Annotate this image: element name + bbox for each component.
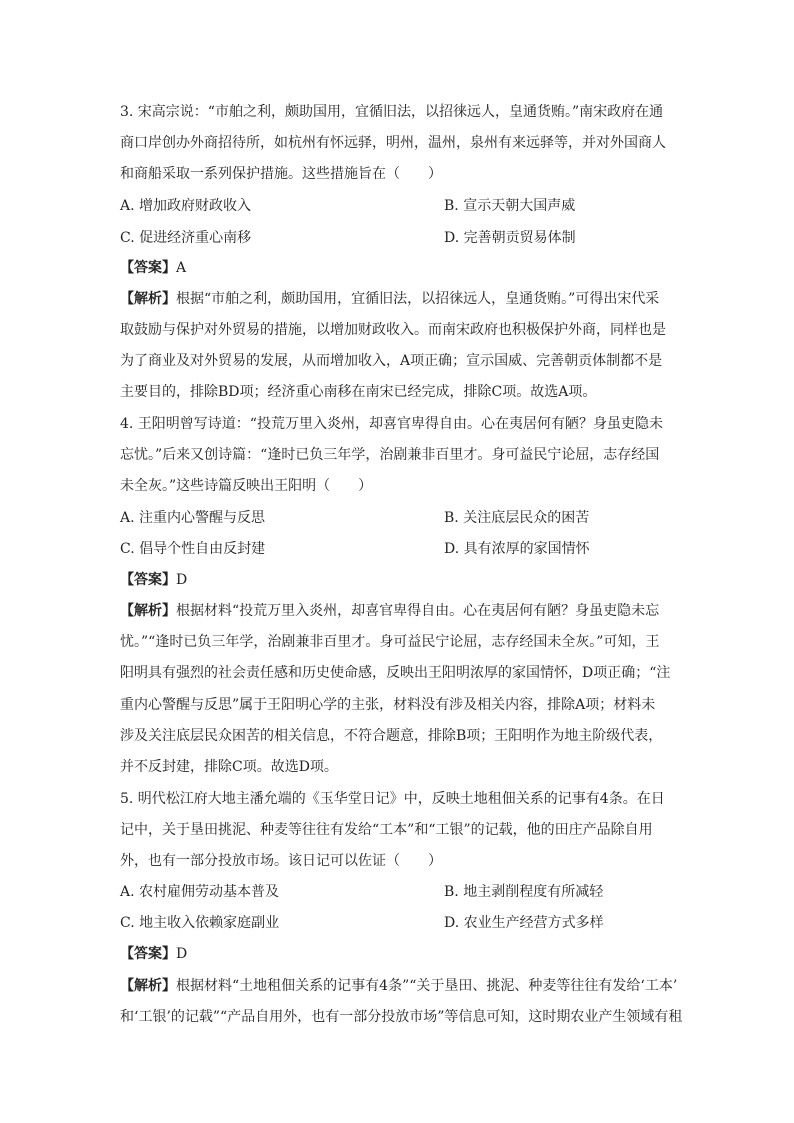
q5-option-c: C. 地主收入依赖家庭副业 xyxy=(120,915,280,931)
q3-option-d: D. 完善朝贡贸易体制 xyxy=(444,230,576,246)
q5-analysis-line: 和‘工银’的记载”“产品自用外，也有一部分投放市场”等信息可知，这时期农业产生领域有租 xyxy=(120,1009,683,1025)
q4-option-d: D. 具有浓厚的家国情怀 xyxy=(444,541,590,557)
answer-value: A xyxy=(176,260,187,276)
analysis-label: 【解析】 xyxy=(120,291,176,307)
q4-analysis-line: 阳明具有强烈的社会责任感和历史使命感，反映出王阳明浓厚的家国情怀，D项正确；“注 xyxy=(120,665,671,681)
q3-stem-line: 3. 宋高宗说：“市舶之利，颇助国用，宜循旧法，以招徕远人，皇通货贿。”南宋政府在通 xyxy=(120,104,664,120)
q5-stem-line: 记中，关于垦田挑泥、种麦等往往有发给“工本”和“工银”的记载，他的田庄产品除自用 xyxy=(120,822,653,838)
answer-value: D xyxy=(176,572,188,588)
q4-analysis-line xyxy=(120,603,680,619)
q3-option-b: B. 宣示天朝大国声威 xyxy=(444,198,576,214)
q5-answer xyxy=(120,946,680,962)
q4-answer xyxy=(120,572,680,588)
q5-stem-line: 5. 明代松江府大地主潘允端的《玉华堂日记》中，反映土地租佃关系的记事有4条。在日 xyxy=(120,791,665,807)
q3-answer xyxy=(120,260,680,276)
q3-stem-line: 和商船采取一系列保护措施。这些措施旨在（ ） xyxy=(120,166,442,182)
q4-analysis-line: 并不反封建，排除C项。故选D项。 xyxy=(120,759,338,775)
q4-option-a: A. 注重内心警醒与反思 xyxy=(120,510,266,526)
q4-stem-line: 未全灰。”这些诗篇反映出王阳明（ ） xyxy=(120,478,373,494)
analysis-text: 根据“市舶之利，颇助国用，宜循旧法，以招徕远人，皇通货贿。”可得出宋代采 xyxy=(176,291,660,307)
q4-analysis-line: 重内心警醒与反思”属于王阳明心学的主张，材料没有涉及相关内容，排除A项；材料未 xyxy=(120,697,656,713)
q3-stem-line: 商口岸创办外商招待所，如杭州有怀远驿，明州，温州，泉州有来远驿等，并对外国商人 xyxy=(120,135,666,151)
analysis-text: 根据材料“土地租佃关系的记事有4条”“关于垦田、挑泥、种麦等往往有发给‘工本’ xyxy=(176,978,678,994)
q5-option-a: A. 农村雇佣劳动基本普及 xyxy=(120,884,280,900)
q3-analysis-line: 主要目的，排除BD项；经济重心南移在南宋已经完成，排除C项。故选A项。 xyxy=(120,384,597,400)
q5-stem-line: 外，也有一部分投放市场。该日记可以佐证（ ） xyxy=(120,853,442,869)
q3-analysis-line: 取鼓励与保护对外贸易的措施，以增加财政收入。而南宋政府也积极保护外商，同样也是 xyxy=(120,322,666,338)
answer-label: 【答案】 xyxy=(120,946,176,962)
analysis-label: 【解析】 xyxy=(120,978,176,994)
q3-option-a: A. 增加政府财政收入 xyxy=(120,198,252,214)
answer-label: 【答案】 xyxy=(120,572,176,588)
q3-analysis-line xyxy=(120,291,680,307)
q4-option-b: B. 关注底层民众的困苦 xyxy=(444,510,590,526)
q5-option-d: D. 农业生产经营方式多样 xyxy=(444,915,604,931)
answer-value: D xyxy=(176,946,188,962)
q3-analysis-line: 为了商业及对外贸易的发展，从而增加收入，A项正确；宣示国威、完善朝贡体制都不是 xyxy=(120,353,663,369)
analysis-label: 【解析】 xyxy=(120,603,176,619)
q4-option-c: C. 倡导个性自由反封建 xyxy=(120,541,266,557)
analysis-text: 根据材料“投荒万里入炎州，却喜官卑得自由。心在夷居何有陋？身虽吏隐未忘 xyxy=(176,603,660,619)
q4-stem-line: 忘忧。”后来又创诗篇：“逢时已负三年学，治剧兼非百里才。身可益民宁论屈，志存经国 xyxy=(120,447,660,463)
q3-option-c: C. 促进经济重心南移 xyxy=(120,230,252,246)
q5-analysis-line xyxy=(120,978,680,994)
q4-analysis-line: 忧。”“逢时已负三年学，治剧兼非百里才。身可益民宁论屈，志存经国未全灰。”可知，王 xyxy=(120,634,660,650)
q4-analysis-line: 涉及关注底层民众困苦的相关信息，不符合题意，排除B项；王阳明作为地主阶级代表， xyxy=(120,728,663,744)
answer-label: 【答案】 xyxy=(120,260,176,276)
q4-stem-line: 4. 王阳明曾写诗道：“投荒万里入炎州，却喜官卑得自由。心在夷居何有陋？身虽吏隐未 xyxy=(120,416,663,432)
q5-option-b: B. 地主剥削程度有所减轻 xyxy=(444,884,604,900)
